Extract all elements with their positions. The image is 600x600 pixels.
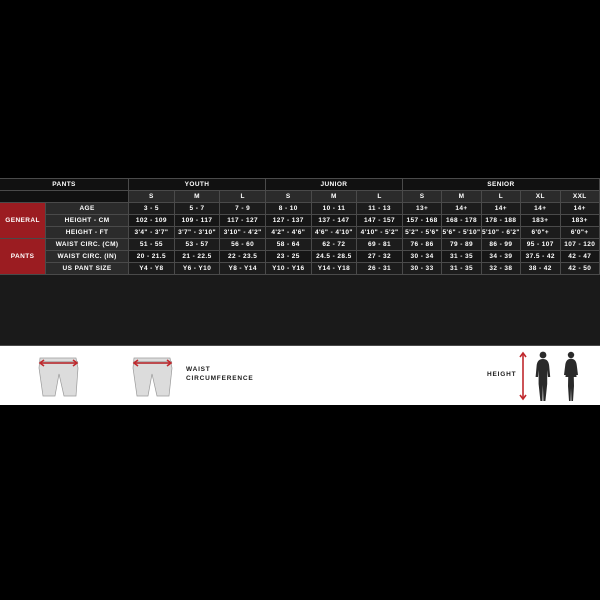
row-label-us-pant-size: US PANT SIZE xyxy=(46,263,129,275)
cell: 5'2" - 5'6" xyxy=(402,227,441,239)
cell: 21 - 22.5 xyxy=(174,251,220,263)
row-label-age: AGE xyxy=(46,203,129,215)
height-label: HEIGHT xyxy=(487,371,517,378)
cell: 5'6" - 5'10" xyxy=(442,227,481,239)
row-label-waist-cm: WAIST CIRC. (CM) xyxy=(46,239,129,251)
cell: 79 - 89 xyxy=(442,239,481,251)
table-row xyxy=(0,239,600,251)
row-label-height-ft: HEIGHT - FT xyxy=(46,227,129,239)
cell: 53 - 57 xyxy=(174,239,220,251)
cell: 32 - 38 xyxy=(481,263,520,275)
size-youth-s: S xyxy=(129,191,175,203)
cell: 183+ xyxy=(521,215,560,227)
size-junior-m: M xyxy=(311,191,357,203)
row-label-waist-in: WAIST CIRC. (IN) xyxy=(46,251,129,263)
cell: 178 - 188 xyxy=(481,215,520,227)
size-junior-l: L xyxy=(357,191,403,203)
cell: 3'7" - 3'10" xyxy=(174,227,220,239)
group-header-junior: JUNIOR xyxy=(265,179,402,191)
cell: 42 - 47 xyxy=(560,251,600,263)
pants-front-illustration xyxy=(26,352,116,398)
cell: 4'2" - 4'6" xyxy=(265,227,311,239)
waist-label: WAIST CIRCUMFERENCE xyxy=(186,366,254,382)
cell: 56 - 60 xyxy=(220,239,266,251)
cell: 3 - 5 xyxy=(129,203,175,215)
table-row xyxy=(0,203,600,215)
cell: 30 - 34 xyxy=(402,251,441,263)
cell: Y6 - Y10 xyxy=(174,263,220,275)
size-senior-l: L xyxy=(481,191,520,203)
cell: 69 - 81 xyxy=(357,239,403,251)
cell: 20 - 21.5 xyxy=(129,251,175,263)
cell: 10 - 11 xyxy=(311,203,357,215)
chart-title: PANTS xyxy=(0,179,129,191)
cell: 3'4" - 3'7" xyxy=(129,227,175,239)
cell: 14+ xyxy=(560,203,600,215)
cell: 51 - 55 xyxy=(129,239,175,251)
cell: 157 - 168 xyxy=(402,215,441,227)
cell: 31 - 35 xyxy=(442,251,481,263)
cell: 168 - 178 xyxy=(442,215,481,227)
cell: 14+ xyxy=(442,203,481,215)
section-label-general: GENERAL xyxy=(0,203,46,239)
measurement-illustration xyxy=(0,345,600,405)
cell: 58 - 64 xyxy=(265,239,311,251)
cell: 62 - 72 xyxy=(311,239,357,251)
cell: 14+ xyxy=(521,203,560,215)
cell: 31 - 35 xyxy=(442,263,481,275)
cell: 14+ xyxy=(481,203,520,215)
cell: 4'6" - 4'10" xyxy=(311,227,357,239)
cell: Y14 - Y18 xyxy=(311,263,357,275)
cell: 37.5 - 42 xyxy=(521,251,560,263)
cell: 22 - 23.5 xyxy=(220,251,266,263)
cell: 6'0"+ xyxy=(560,227,600,239)
group-header-youth: YOUTH xyxy=(129,179,266,191)
table-header-row xyxy=(0,179,600,191)
table-row xyxy=(0,215,600,227)
male-silhouette-icon xyxy=(534,350,552,402)
cell: 24.5 - 28.5 xyxy=(311,251,357,263)
female-silhouette-icon xyxy=(562,350,580,402)
size-chart-table xyxy=(0,178,600,275)
cell: 42 - 50 xyxy=(560,263,600,275)
table-row xyxy=(0,251,600,263)
size-senior-s: S xyxy=(402,191,441,203)
cell: 102 - 109 xyxy=(129,215,175,227)
size-youth-m: M xyxy=(174,191,220,203)
cell: 6'0"+ xyxy=(521,227,560,239)
cell: 3'10" - 4'2" xyxy=(220,227,266,239)
cell: 109 - 117 xyxy=(174,215,220,227)
cell: 30 - 33 xyxy=(402,263,441,275)
cell: 13+ xyxy=(402,203,441,215)
cell: 11 - 13 xyxy=(357,203,403,215)
cell: 4'10" - 5'2" xyxy=(357,227,403,239)
cell: 27 - 32 xyxy=(357,251,403,263)
section-label-pants: PANTS xyxy=(0,239,46,275)
height-arrow-icon xyxy=(516,350,530,402)
cell: 5 - 7 xyxy=(174,203,220,215)
row-label-height-cm: HEIGHT - CM xyxy=(46,215,129,227)
size-row xyxy=(0,191,600,203)
size-youth-l: L xyxy=(220,191,266,203)
size-junior-s: S xyxy=(265,191,311,203)
cell: 183+ xyxy=(560,215,600,227)
table-row xyxy=(0,263,600,275)
cell: 147 - 157 xyxy=(357,215,403,227)
cell: Y4 - Y8 xyxy=(129,263,175,275)
cell: 127 - 137 xyxy=(265,215,311,227)
cell: 7 - 9 xyxy=(220,203,266,215)
size-senior-xxl: XXL xyxy=(560,191,600,203)
group-header-senior: SENIOR xyxy=(402,179,599,191)
cell: 76 - 86 xyxy=(402,239,441,251)
cell: 117 - 127 xyxy=(220,215,266,227)
cell: 86 - 99 xyxy=(481,239,520,251)
size-senior-m: M xyxy=(442,191,481,203)
cell: 23 - 25 xyxy=(265,251,311,263)
table-row xyxy=(0,227,600,239)
cell: 26 - 31 xyxy=(357,263,403,275)
cell: 8 - 10 xyxy=(265,203,311,215)
size-senior-xl: XL xyxy=(521,191,560,203)
cell: 5'10" - 6'2" xyxy=(481,227,520,239)
cell: 95 - 107 xyxy=(521,239,560,251)
cell: Y10 - Y16 xyxy=(265,263,311,275)
cell: 34 - 39 xyxy=(481,251,520,263)
cell: 38 - 42 xyxy=(521,263,560,275)
spacer-cell xyxy=(0,191,129,203)
cell: 107 - 120 xyxy=(560,239,600,251)
cell: Y8 - Y14 xyxy=(220,263,266,275)
cell: 137 - 147 xyxy=(311,215,357,227)
